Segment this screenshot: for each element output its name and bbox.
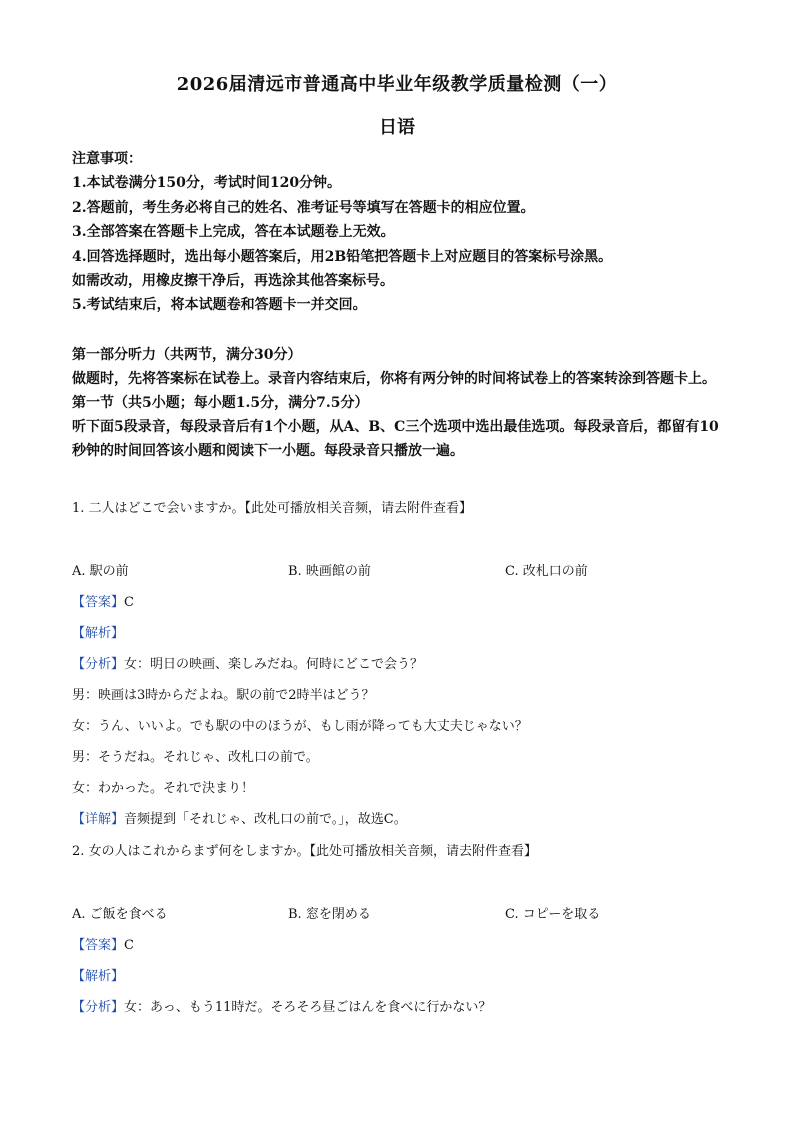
question-2-option-a: A. ご飯を食べる — [72, 907, 168, 922]
question-2-stem: 2. 女の人はこれからまず何をしますか。【此处可播放相关音频，请去附件查看】 — [72, 844, 538, 859]
section1-instruction: 听下面5段录音，每段录音后有1个小题，从A、B、C三个选项中选出最佳选项。每段录音后，都留有10秒钟的时间回答该小题和阅读下一小题。每段录音只播放一遍。 — [72, 419, 719, 459]
notes-item: 1.本试卷满分150分，考试时间120分钟。 — [72, 175, 342, 192]
answer-value: C — [124, 938, 134, 953]
answer-value: C — [124, 595, 134, 610]
exam-subject: 日语 — [379, 117, 415, 138]
detail-text: 音频提到「それじゃ、改札口の前で。」，故选C。 — [124, 812, 407, 827]
notes-block — [72, 147, 732, 318]
question-1-answer — [72, 591, 134, 610]
exam-title: 2026届清远市普通高中毕业年级教学质量检测（一） — [176, 74, 618, 95]
question-1-stem: 1. 二人はどこで会いますか。【此处可播放相关音频，请去附件查看】 — [72, 501, 473, 516]
question-2-option-b: B. 窓を閉める — [288, 907, 371, 922]
part1-block — [72, 343, 724, 463]
analysis-tag: 【分析】 — [72, 1000, 125, 1015]
section1-heading: 第一节（共5小题；每小题1.5分，满分7.5分） — [72, 395, 369, 411]
notes-item: 4.回答选择题时，选出每小题答案后，用2B铅笔把答题卡上对应题目的答案标号涂黑。 — [72, 248, 613, 265]
notes-item: 2.答题前，考生务必将自己的姓名、准考证号等填写在答题卡的相应位置。 — [72, 199, 535, 216]
question-1-option-c: C. 改札口の前 — [505, 564, 588, 579]
dialogue-line: 女：うん、いいよ。でも駅の中のほうが、もし雨が降っても大丈夫じゃない？ — [72, 719, 528, 734]
notes-heading: 注意事项： — [72, 151, 142, 167]
analysis-tag: 【分析】 — [72, 657, 125, 672]
question-1-detail — [72, 808, 407, 827]
question-1-option-a: A. 駅の前 — [72, 564, 129, 579]
question-1-explain-tag: 【解析】 — [72, 626, 125, 641]
question-2-analysis — [72, 996, 491, 1015]
notes-item: 5.考试结束后，将本试题卷和答题卡一并交回。 — [72, 297, 367, 314]
question-1-analysis — [72, 653, 423, 672]
notes-item: 3.全部答案在答题卡上完成，答在本试题卷上无效。 — [72, 224, 395, 241]
answer-tag: 【答案】 — [72, 938, 125, 953]
question-2-answer — [72, 934, 134, 953]
question-2-option-c: C. コピーを取る — [505, 907, 601, 922]
part1-instruction: 做题时，先将答案标在试卷上。录音内容结束后，你将有两分钟的时间将试卷上的答案转涂到答题卡上。 — [72, 371, 716, 387]
detail-tag: 【详解】 — [72, 812, 125, 827]
dialogue-line: 男：映画は3時からだよね。駅の前で2時半はどう？ — [72, 688, 375, 703]
dialogue-line: 女：あっ、もう11時だ。そろそろ昼ごはんを食べに行かない？ — [124, 1000, 492, 1015]
question-2-explain-tag: 【解析】 — [72, 969, 125, 984]
question-1-option-b: B. 映画館の前 — [288, 564, 371, 579]
dialogue-line: 男：そうだね。それじゃ、改札口の前で。 — [72, 750, 319, 765]
answer-tag: 【答案】 — [72, 595, 125, 610]
dialogue-line: 女：明日の映画、楽しみだね。何時にどこで会う？ — [124, 657, 424, 672]
part1-heading: 第一部分听力（共两节，满分30分） — [72, 347, 302, 363]
dialogue-line: 女：わかった。それで決まり！ — [72, 781, 255, 796]
notes-item: 如需改动，用橡皮擦干净后，再选涂其他答案标号。 — [72, 273, 394, 290]
